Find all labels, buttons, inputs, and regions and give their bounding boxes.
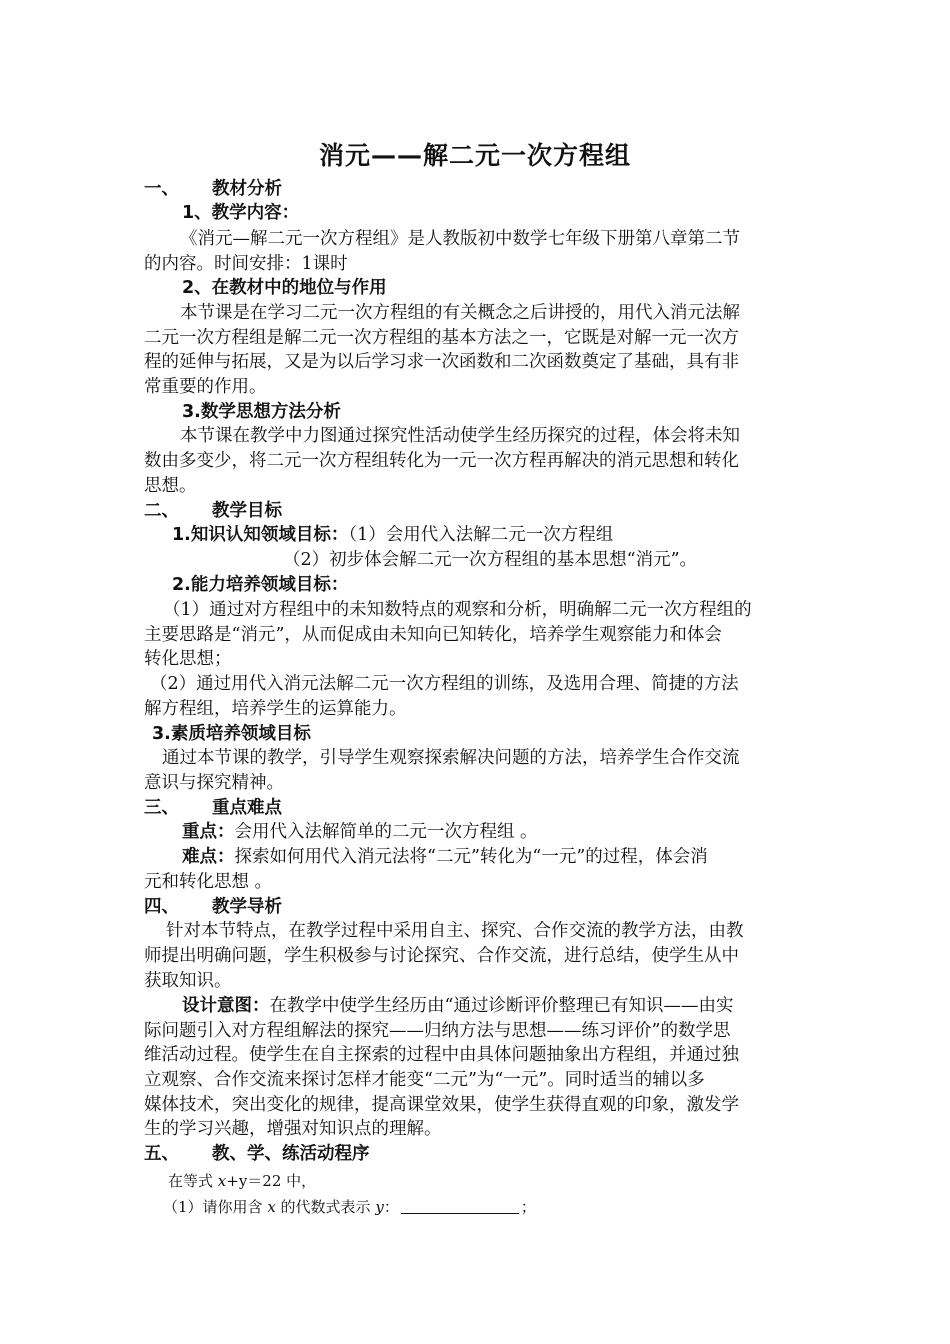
paragraph-line: （2）通过用代入消元法解二元一次方程组的训练，及选用合理、简捷的方法 — [150, 674, 739, 694]
equation-rest: +y＝22 中， — [226, 1172, 317, 1190]
paragraph-line: 常重要的作用。 — [144, 377, 267, 397]
paragraph-line: 本节课是在学习二元一次方程组的有关概念之后讲授的，用代入消元法解 — [180, 303, 740, 323]
section-number: 二、 — [144, 501, 179, 521]
paragraph-line: 主要思路是“消元”，从而促成由未知向已知转化，培养学生观察能力和体会 — [144, 625, 722, 645]
goal-label: 2.能力培养领域目标： — [172, 575, 349, 595]
paragraph-line: 际问题引入对方程组解法的探究——归纳方法与思想——练习评价”的数学思 — [144, 1021, 731, 1041]
paragraph-line: 思想。 — [144, 476, 197, 496]
paragraph-line: （1）通过对方程组中的未知数特点的观察和分析，明确解二元一次方程组的 — [163, 600, 752, 620]
key-point-text: 会用代入法解简单的二元一次方程组 。 — [234, 822, 538, 842]
difficulty-line — [182, 845, 708, 869]
goal-label: 3.素质培养领域目标 — [152, 724, 311, 744]
design-intent-line — [182, 994, 733, 1018]
section-title: 教学导析 — [212, 897, 282, 917]
design-intent-label: 设计意图： — [182, 996, 270, 1016]
variable-y: y — [375, 1198, 384, 1216]
paragraph-line: 程的延伸与拓展，又是为以后学习求一次函数和二次函数奠定了基础，具有非 — [144, 352, 739, 372]
difficulty-text: 探索如何用代入消元法将“二元”转化为“一元”的过程，体会消 — [234, 847, 708, 867]
section-5-heading — [144, 1142, 370, 1166]
variable-x: x — [267, 1198, 276, 1216]
design-intent-text: 在教学中使学生经历由“通过诊断评价整理已有知识——由实 — [269, 996, 734, 1016]
section-number: 一、 — [144, 179, 179, 199]
key-point-line — [182, 820, 538, 844]
paragraph-line: 生的学习兴趣，增强对知识点的理解。 — [144, 1119, 442, 1139]
question-line — [163, 1195, 536, 1219]
section-title: 教、学、练活动程序 — [212, 1144, 370, 1164]
subheading: 1、教学内容： — [182, 203, 300, 223]
equation-prefix: 在等式 — [168, 1172, 218, 1190]
paragraph-line: 的内容。时间安排：1课时 — [144, 254, 348, 274]
difficulty-label: 难点： — [182, 847, 235, 867]
subheading: 3.数学思想方法分析 — [182, 402, 341, 422]
paragraph-line: 二元一次方程组是解二元一次方程组的基本方法之一，它既是对解一元一次方 — [144, 328, 739, 348]
paragraph-line: 解方程组，培养学生的运算能力。 — [144, 699, 407, 719]
variable-x: x — [217, 1172, 227, 1190]
section-number: 三、 — [144, 798, 179, 818]
paragraph-line: 数由多变少，将二元一次方程组转化为一元一次方程再解决的消元思想和转化 — [144, 451, 739, 471]
paragraph-line: 针对本节特点，在教学过程中采用自主、探究、合作交流的教学方法，由教 — [166, 921, 744, 941]
equation-line — [168, 1169, 316, 1193]
paragraph-line: 意识与探究精神。 — [144, 773, 284, 793]
question-end: ； — [520, 1198, 536, 1216]
section-4-heading — [144, 895, 282, 919]
question-colon: ： — [383, 1198, 399, 1216]
paragraph-line: 转化思想； — [144, 649, 232, 669]
section-3-heading — [144, 796, 282, 820]
section-2-heading — [144, 499, 282, 523]
question-prefix: （1）请你用含 — [163, 1198, 268, 1216]
document-title: 消元——解二元一次方程组 — [318, 141, 631, 170]
section-title: 教材分析 — [212, 179, 282, 199]
paragraph-line: 本节课在教学中力图通过探究性活动使学生经历探究的过程，体会将未知 — [180, 426, 740, 446]
paragraph-line: 媒体技术，突出变化的规律，提高课堂效果，使学生获得直观的印象，激发学 — [144, 1095, 739, 1115]
paragraph-line: 立观察、合作交流来探讨怎样才能变“二元”为“一元”。同时适当的辅以多 — [144, 1070, 705, 1090]
goal-label: 1.知识认知领域目标： — [172, 525, 349, 545]
paragraph-line: 维活动过程。使学生在自主探索的过程中由具体问题抽象出方程组，并通过独 — [144, 1045, 739, 1065]
question-middle: 的代数式表示 — [275, 1198, 376, 1216]
goal-text: （1）会用代入法解二元一次方程组 — [348, 525, 614, 545]
goal-line — [172, 523, 613, 547]
section-number: 五、 — [144, 1144, 179, 1164]
answer-blank[interactable] — [401, 1197, 519, 1214]
section-title: 重点难点 — [212, 798, 282, 818]
goal-line: （2）初步体会解二元一次方程组的基本思想“消元”。 — [283, 550, 698, 570]
paragraph-line: 元和转化思想 。 — [144, 872, 273, 892]
section-1-heading — [144, 177, 282, 201]
section-number: 四、 — [144, 897, 179, 917]
paragraph-line: 《消元—解二元一次方程组》是人教版初中数学七年级下册第八章第二节 — [180, 229, 740, 249]
section-title: 教学目标 — [212, 501, 282, 521]
paragraph-line: 获取知识。 — [144, 971, 232, 991]
key-point-label: 重点： — [182, 822, 235, 842]
subheading: 2、在教材中的地位与作用 — [182, 278, 387, 298]
paragraph-line: 师提出明确问题，学生积极参与讨论探究、合作交流，进行总结，使学生从中 — [144, 946, 739, 966]
paragraph-line: 通过本节课的教学，引导学生观察探索解决问题的方法，培养学生合作交流 — [162, 748, 740, 768]
